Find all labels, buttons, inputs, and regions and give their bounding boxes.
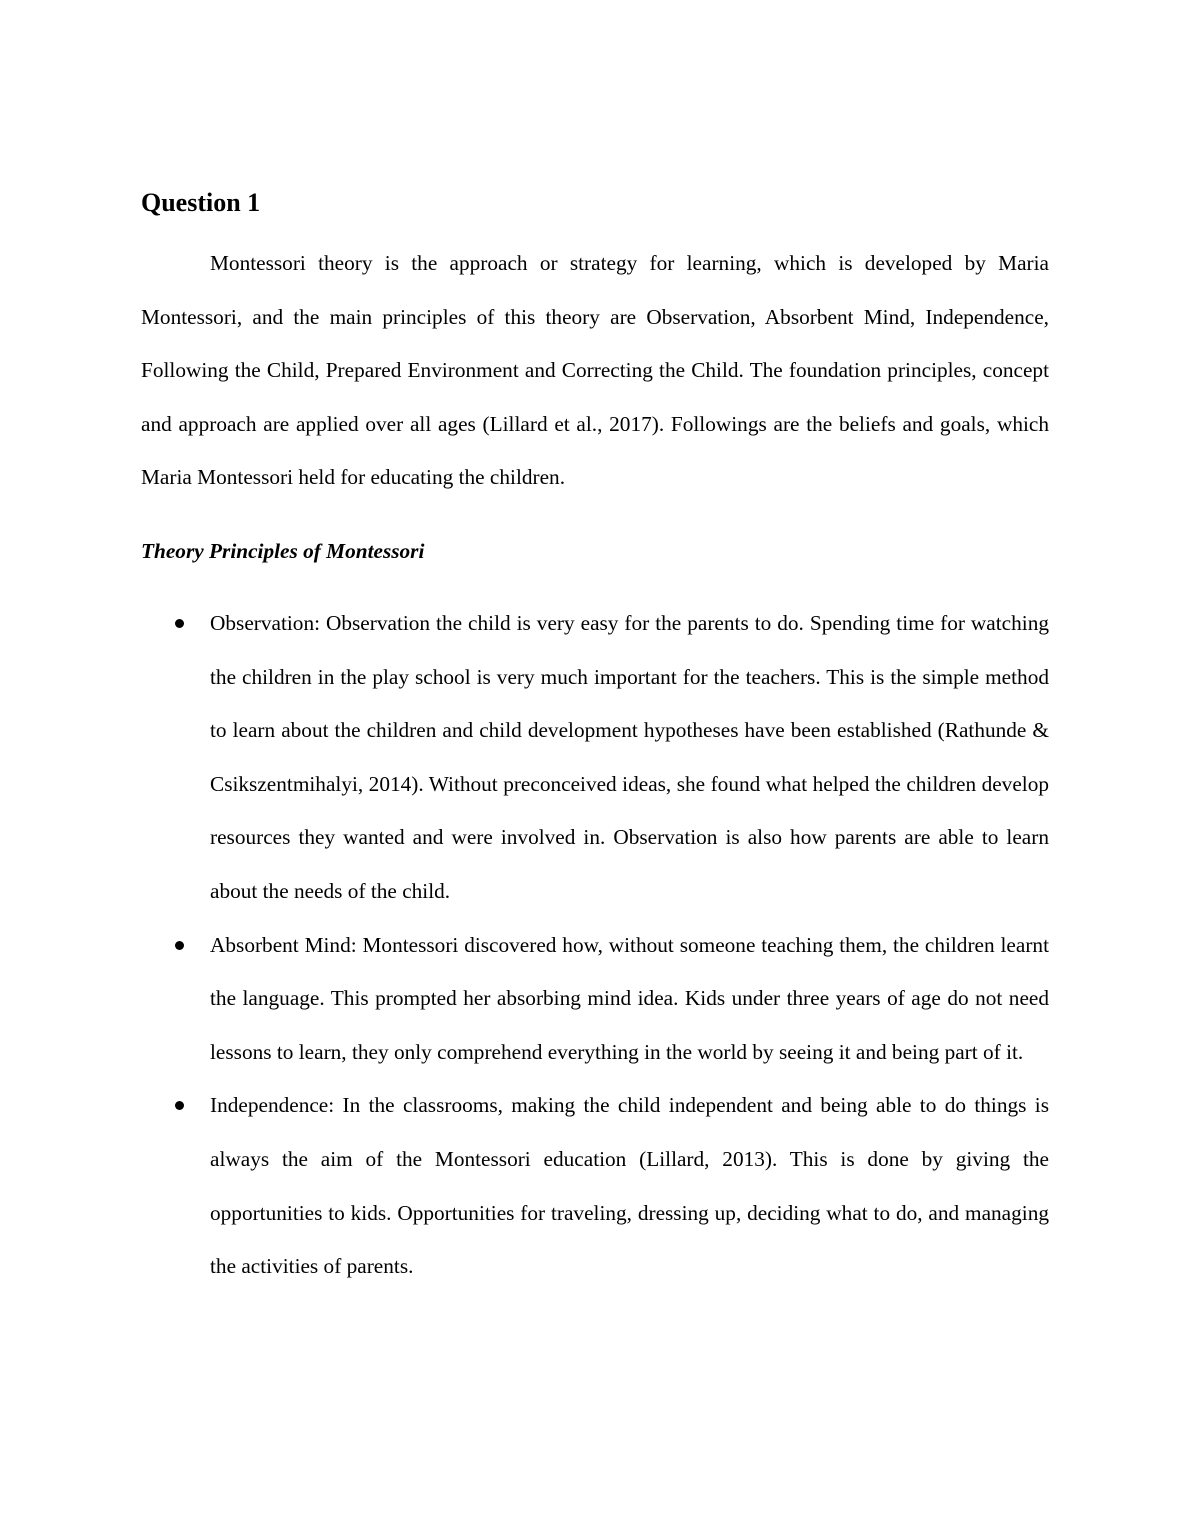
list-item-text: Independence: In the classrooms, making the child independent and being able to do things is always the aim of the Montessori education (Lillard, 2013). This is done by giving the opportunities to kids. Opportunities for traveling, dressing up, deciding what to do, and managing the activities of parents. (210, 1093, 1049, 1279)
page-title: Question 1 (141, 188, 261, 217)
bullet-icon (175, 1101, 184, 1110)
intro-paragraph: Montessori theory is the approach or strategy for learning, which is developed by Maria Montessori, and the main principles of this theory are Observation, Absorbent Mind, Independence, Following the Child, Prepared Environment and Correcting the Child. The foundation principles, concept and approach are applied over all ages (Lillard et al., 2017). Followings are the beliefs and goals, which Maria Montessori held for educating the children. (141, 251, 1049, 490)
bullet-icon (175, 941, 184, 950)
list-item-text: Absorbent Mind: Montessori discovered how, without someone teaching them, the children learnt the language. This prompted her absorbing mind idea. Kids under three years of age do not need lessons to learn, they only comprehend everything in the world by seeing it and being part of it. (210, 932, 1049, 1064)
section-subheading: Theory Principles of Montessori (141, 539, 425, 563)
list-item-absorbent-mind (141, 919, 1049, 1080)
list-item-observation (141, 597, 1049, 919)
principles-list (141, 597, 1049, 1294)
bullet-icon (175, 619, 184, 628)
list-item-independence (141, 1079, 1049, 1293)
list-item-text: Observation: Observation the child is very easy for the parents to do. Spending time for watching the children in the play school is very much important for the teachers. This is the simple method to learn about the children and child development hypotheses have been established (Rathunde & Csikszentmihalyi, 2014). Without preconceived ideas, she found what helped the children develop resources they wanted and were involved in. Observation is also how parents are able to learn about the needs of the child. (210, 611, 1049, 903)
